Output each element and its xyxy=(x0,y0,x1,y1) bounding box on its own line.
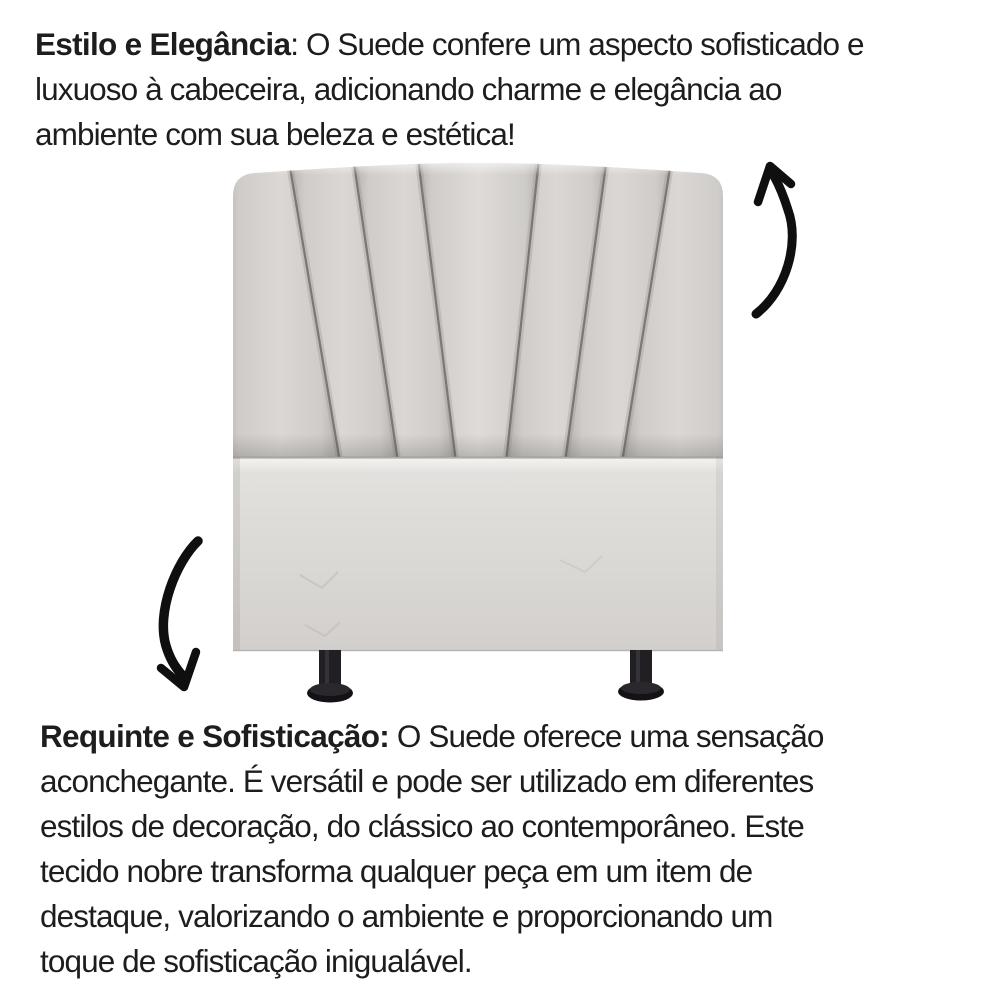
text-line: estilos de decoração, do clássico ao contemporâneo. Este xyxy=(40,808,804,844)
top-paragraph xyxy=(35,22,985,157)
text-line xyxy=(40,714,990,759)
text-line: ambiente com sua beleza e estética! xyxy=(35,116,515,152)
top-edge-highlight xyxy=(233,163,723,175)
paragraph-lead: Requinte e Sofisticação: xyxy=(40,718,390,754)
arrow-up-icon xyxy=(756,166,792,314)
paragraph-lead-rest: O Suede oferece uma sensação xyxy=(389,718,824,754)
headboard-upper-panel xyxy=(220,150,736,462)
headboard-lower-panel xyxy=(233,457,723,651)
text-line: luxuoso à cabeceira, adicionando charme e elegância ao xyxy=(35,71,782,107)
text-line: tecido nobre transforma qualquer peça em um item de xyxy=(40,853,753,889)
headboard-photo xyxy=(220,150,736,703)
bottom-edge-shadow xyxy=(233,434,723,460)
text-line: destaque, valorizando o ambiente e proporcionando um xyxy=(40,898,773,934)
paragraph-lead: Estilo e Elegância xyxy=(35,26,291,62)
arrow-down-icon xyxy=(161,541,198,687)
text-line xyxy=(35,22,985,67)
text-line: aconchegante. É versátil e pode ser utilizado em diferentes xyxy=(40,763,814,799)
headboard-leg-right xyxy=(618,650,664,701)
text-line: toque de sofisticação inigualável. xyxy=(40,943,472,979)
headboard-leg-left xyxy=(307,650,353,703)
bottom-paragraph xyxy=(40,714,990,984)
paragraph-lead-rest: : O Suede confere um aspecto sofisticado e xyxy=(290,26,864,62)
